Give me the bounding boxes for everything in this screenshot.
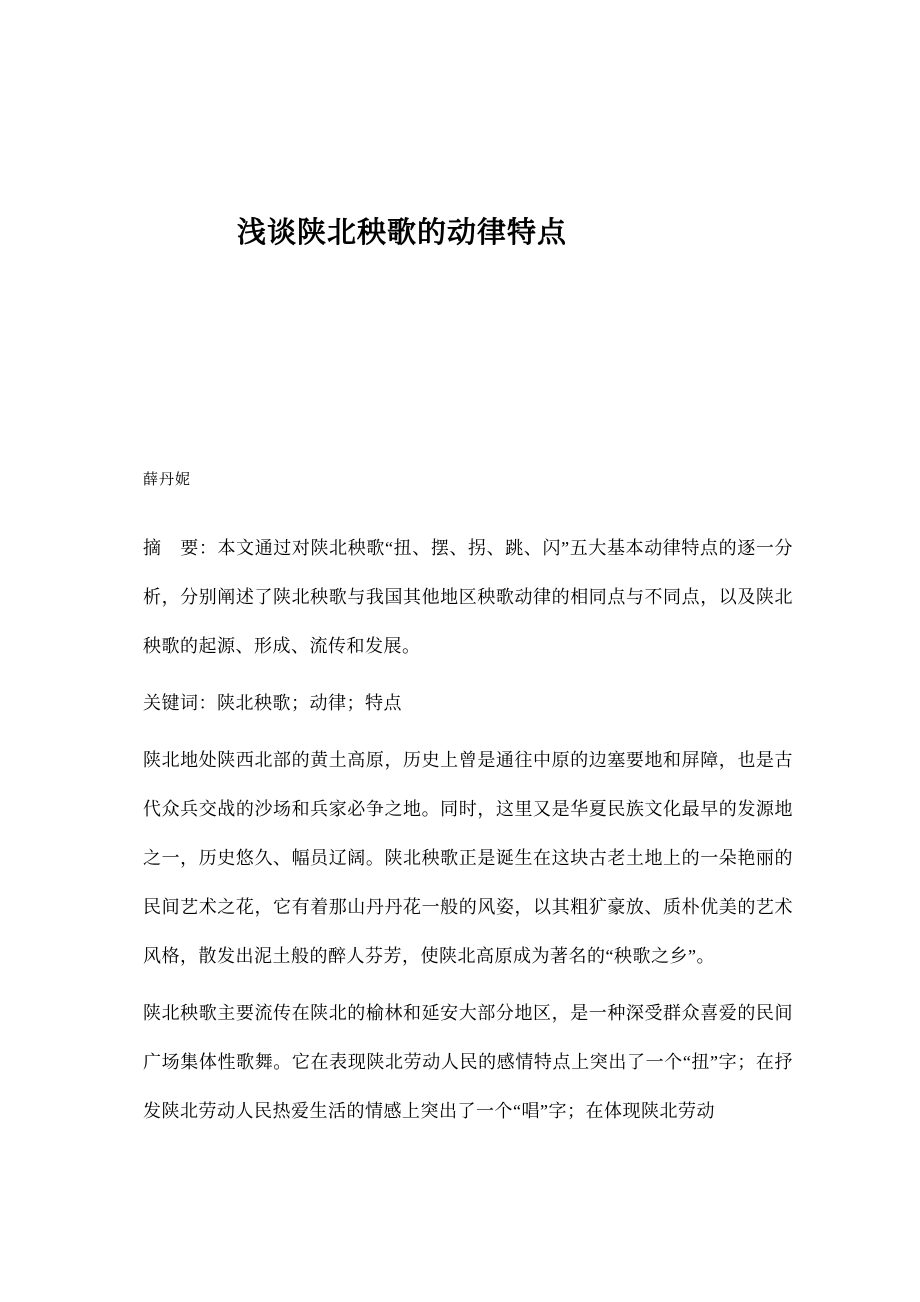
body-paragraph: 陕北地处陕西北部的黄土高原，历史上曾是通往中原的边塞要地和屏障，也是古代众兵交战的沙场和兵家必争之地。同时，这里又是华夏民族文化最早的发源地之一，历史悠久、幅员辽阔。陕北秧歌正是诞生在这块古老土地上的一朵艳丽的民间艺术之花，它有着那山丹丹花一般的风姿，以其粗犷豪放、质朴优美的艺术风格，散发出泥土般的醉人芬芳，使陕北高原成为著名的“秧歌之乡”。	[143, 750, 793, 966]
keywords-paragraph: 关键词：陕北秧歌；动律；特点	[143, 693, 402, 713]
document-body	[143, 524, 793, 1144]
body-paragraph: 陕北秧歌主要流传在陕北的榆林和延安大部分地区，是一种深受群众喜爱的民间广场集体性歌舞。它在表现陕北劳动人民的感情特点上突出了一个“扭”字；在抒发陕北劳动人民热爱生活的情感上突出了一个“唱”字；在体现陕北劳动	[143, 1003, 793, 1121]
abstract-paragraph: 摘 要：本文通过对陕北秧歌“扭、摆、拐、跳、闪”五大基本动律特点的逐一分析，分别阐述了陕北秧歌与我国其他地区秧歌动律的相同点与不同点，以及陕北秧歌的起源、形成、流传和发展。	[143, 538, 793, 656]
document-title: 浅谈陕北秧歌的动律特点	[237, 217, 568, 249]
author-name: 薛丹妮	[143, 472, 192, 488]
